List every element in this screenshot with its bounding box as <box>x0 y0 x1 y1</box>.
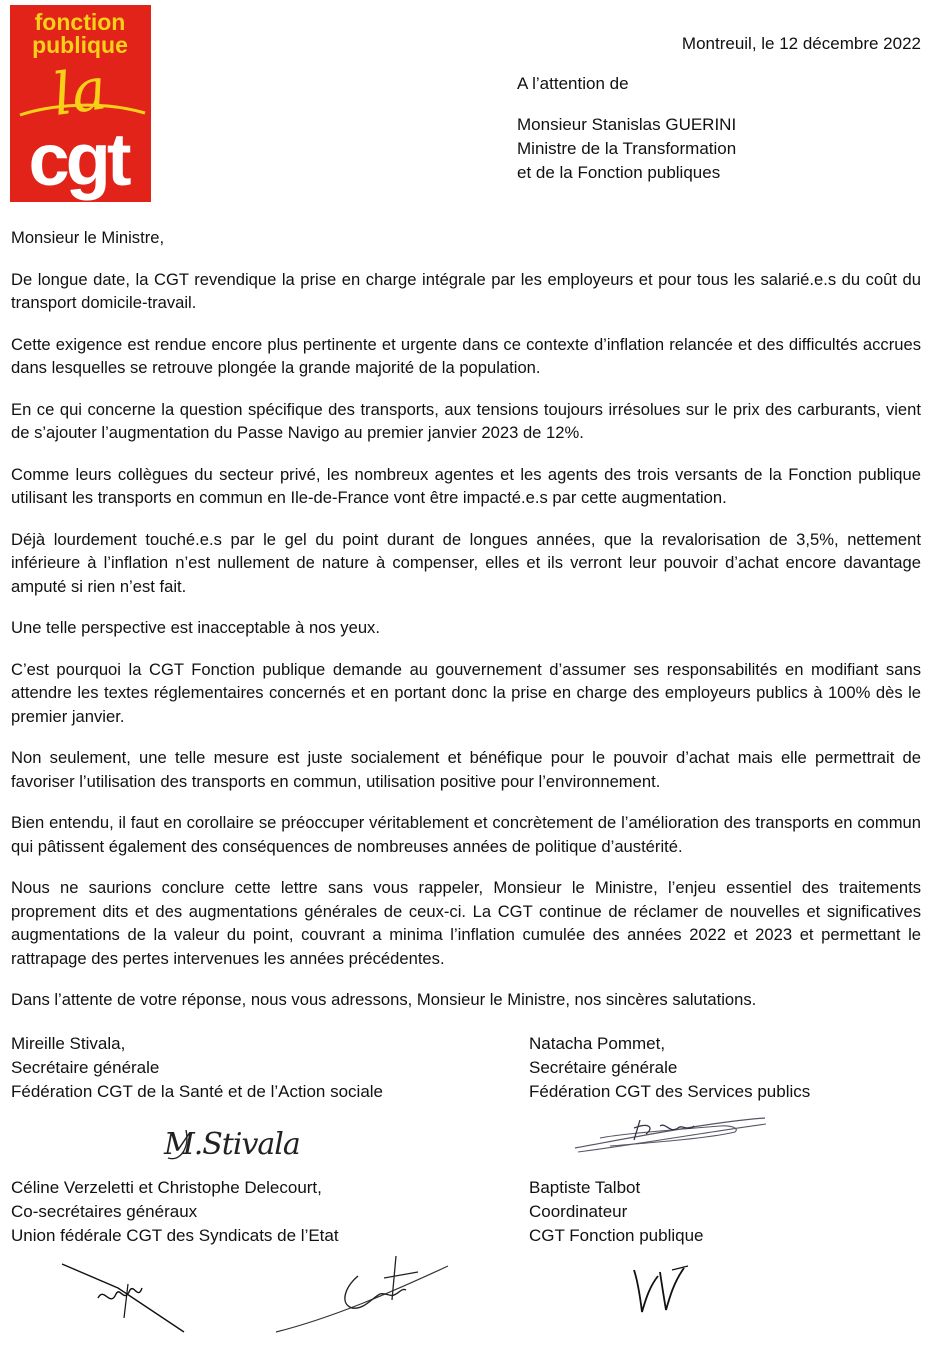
letter-body <box>11 226 921 1030</box>
signature-pommet <box>570 1108 770 1158</box>
signature-stivala <box>160 1118 300 1166</box>
signatory-talbot <box>529 1176 704 1248</box>
salutation: Monsieur le Ministre, <box>11 228 165 247</box>
signature-talbot <box>628 1262 692 1318</box>
signature-stivala-text: M.Stivala <box>164 1127 300 1162</box>
signature-delecourt <box>272 1248 452 1338</box>
paragraph: Comme leurs collègues du secteur privé, les nombreux agentes et les agents des trois versants de la Fonction publique utilisant les transports en commun en Ile-de-France vont être impacté.e.s par cette augmentation. <box>11 464 921 507</box>
signatory-name: Céline Verzeletti et Christophe Delecourt, <box>11 1178 322 1197</box>
logo-line1: fonction <box>34 9 126 35</box>
paragraph: Déjà lourdement touché.e.s par le gel du point durant de longues années, que la revalorisation de 3,5%, nettement inférieure à l’inflation n’est nullement de nature à compenser, elles et ils verront leur pouvoir d’achat encore davantage amputé si rien n’est fait. <box>11 529 921 596</box>
signature-verzeletti <box>58 1258 188 1338</box>
signatory-org: Union fédérale CGT des Syndicats de l’Etat <box>11 1226 339 1245</box>
addressee-block <box>517 72 736 185</box>
paragraph: Cette exigence est rendue encore plus pertinente et urgente dans ce contexte d’inflation relancée et des difficultés accrues dans lesquelles se retrouve plongée la grande majorité de la population. <box>11 334 921 377</box>
signatory-org: Fédération CGT de la Santé et de l’Action sociale <box>11 1082 384 1101</box>
logo-line2: publique <box>32 32 128 58</box>
letter-date: Montreuil, le 12 décembre 2022 <box>681 34 921 53</box>
paragraph: Non seulement, une telle mesure est juste socialement et bénéfique pour le pouvoir d’achat mais elle permettrait de favoriser l’utilisation des transports en commun, utilisation positive pour l’environnement. <box>11 748 921 791</box>
paragraph: Bien entendu, il faut en corollaire se préoccuper véritablement et concrètement de l’amélioration des transports en commun qui pâtissent également des conséquences de nombreuses années de politique d’austérité. <box>11 813 921 856</box>
paragraph: Nous ne saurions conclure cette lettre sans vous rappeler, Monsieur le Ministre, l’enjeu essentiel des traitements proprement dits et des augmentations générales de ceux-ci. La CGT continue de réclamer de nouvelles et significatives augmentations de la valeur du point, couvrant a minima l’inflation cumulée des années 2022 et 2023 et permettant le rattrapage des pertes intervenues les années précédentes. <box>11 878 921 968</box>
signatory-role: Co-secrétaires généraux <box>11 1202 198 1221</box>
paragraph: C’est pourquoi la CGT Fonction publique demande au gouvernement d’assumer ses responsabilités en modifiant sans attendre les textes réglementaires concernés et en portant donc la prise en charge des employeurs publics à 100% dès le premier janvier. <box>11 659 921 726</box>
signatory-verzeletti-delecourt <box>11 1176 339 1248</box>
logo-graphic <box>10 5 151 202</box>
recipient-title-1: Ministre de la Transformation <box>517 139 737 158</box>
signatory-pommet <box>529 1032 810 1104</box>
signatory-name: Natacha Pommet, <box>529 1034 666 1053</box>
cgt-fonction-publique-logo <box>10 5 151 202</box>
signatory-org: CGT Fonction publique <box>529 1226 704 1245</box>
paragraph: Une telle perspective est inacceptable à nos yeux. <box>11 618 380 637</box>
signatory-role: Coordinateur <box>529 1202 628 1221</box>
signatory-role: Secrétaire générale <box>11 1058 160 1077</box>
paragraph: En ce qui concerne la question spécifique des transports, aux tensions toujours irrésolues sur le prix des carburants, vient de s’ajouter l’augmentation du Passe Navigo au premier janvier 2023 de 12%. <box>11 399 921 442</box>
paragraph: Dans l’attente de votre réponse, nous vous adressons, Monsieur le Ministre, nos sincères salutations. <box>11 990 757 1009</box>
signatory-name: Baptiste Talbot <box>529 1178 641 1197</box>
paragraph: De longue date, la CGT revendique la prise en charge intégrale par les employeurs et pour tous les salarié.e.s du coût du transport domicile-travail. <box>11 269 921 312</box>
logo-brand: cgt <box>28 118 128 201</box>
signatory-org: Fédération CGT des Services publics <box>529 1082 811 1101</box>
signatory-name: Mireille Stivala, <box>11 1034 126 1053</box>
signatory-role: Secrétaire générale <box>529 1058 678 1077</box>
logo-script: la <box>48 54 111 129</box>
signatory-stivala <box>11 1032 383 1104</box>
recipient-title-2: et de la Fonction publiques <box>517 163 721 182</box>
attention-line: A l’attention de <box>517 74 629 93</box>
recipient-name: Monsieur Stanislas GUERINI <box>517 115 737 134</box>
